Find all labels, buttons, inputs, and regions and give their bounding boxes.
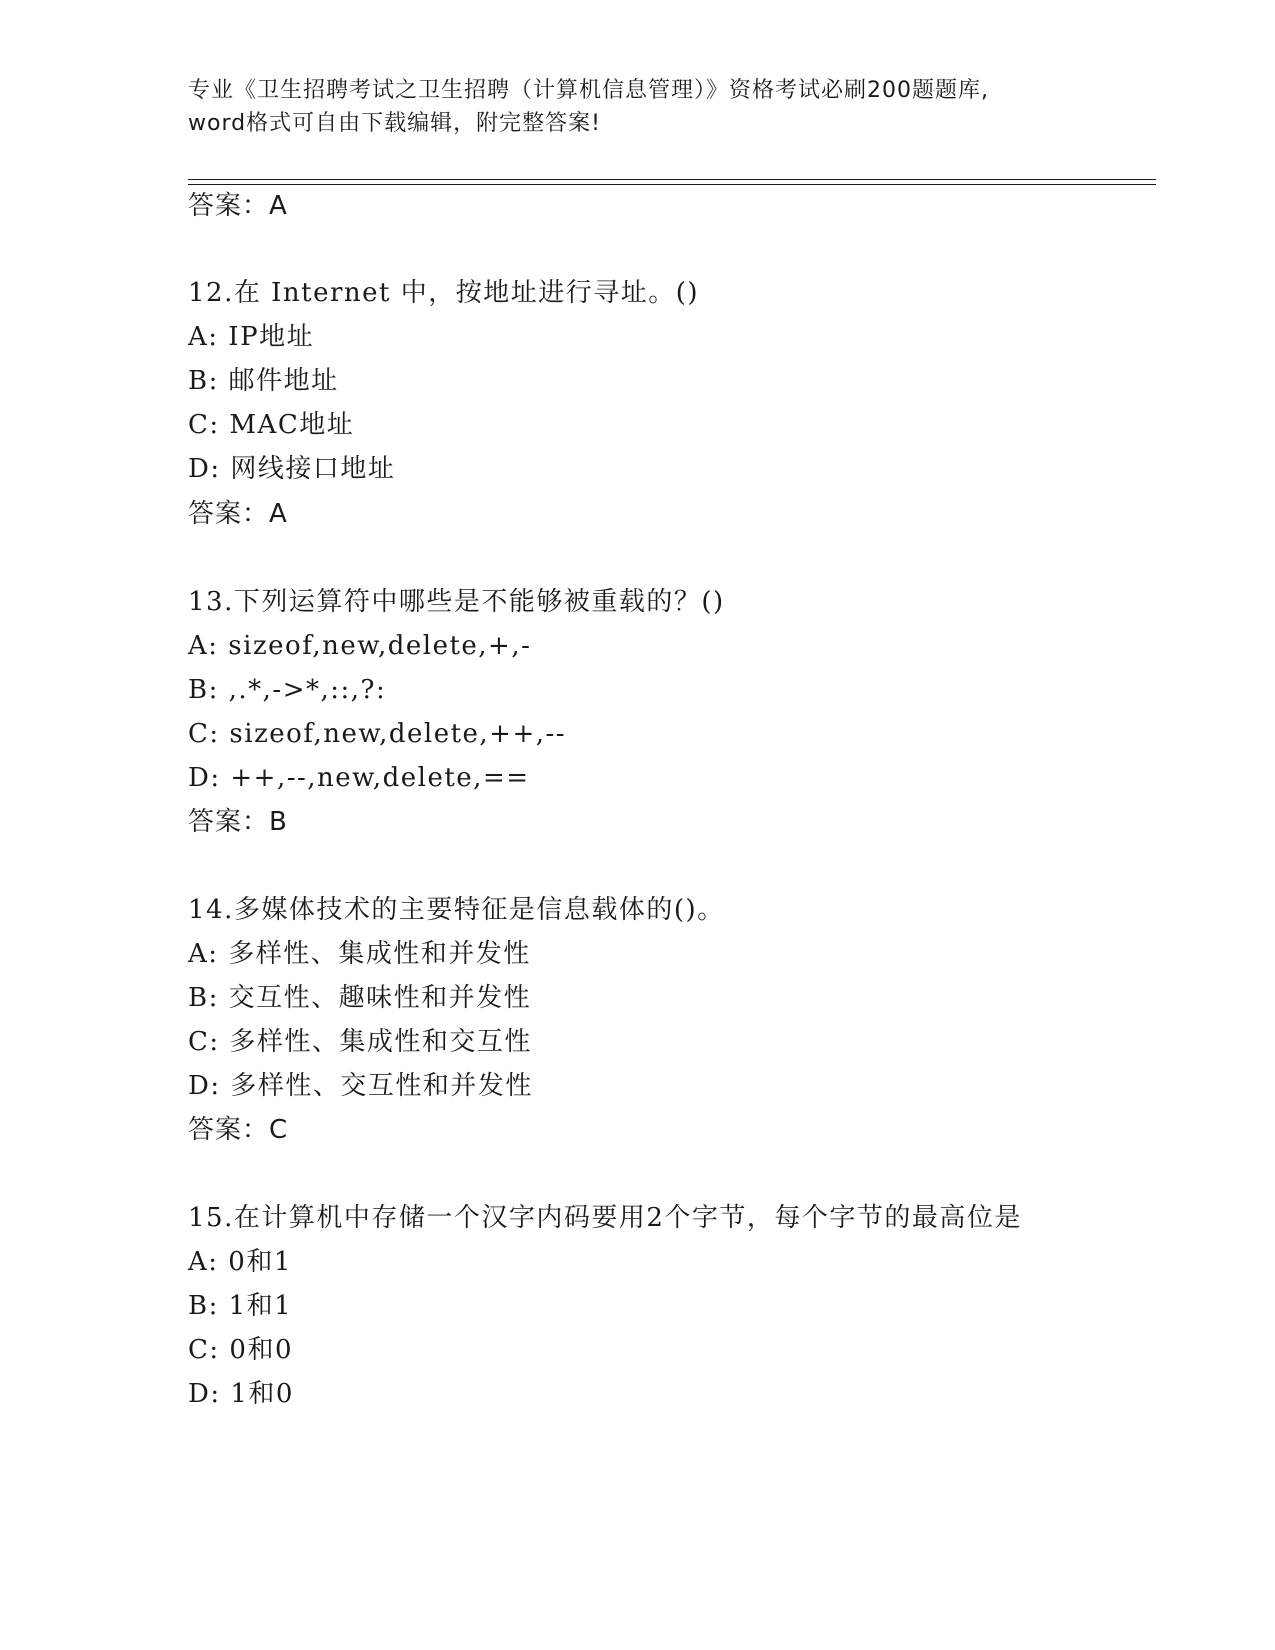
question-12-option-c: C: MAC地址	[188, 410, 355, 440]
question-14-option-a: A: 多样性、集成性和并发性	[188, 939, 531, 969]
header-divider-bottom	[188, 184, 1156, 185]
question-12-stem: 12.在 Internet 中，按地址进行寻址。()	[188, 278, 700, 308]
previous-question-answer: 答案：A	[188, 191, 288, 221]
question-14-stem: 14.多媒体技术的主要特征是信息载体的()。	[188, 895, 725, 925]
question-12-answer: 答案：A	[188, 499, 288, 529]
question-13-option-d: D: ++,--,new,delete,==	[188, 763, 530, 793]
question-15-option-c: C: 0和0	[188, 1335, 294, 1365]
question-13-stem: 13.下列运算符中哪些是不能够被重载的？()	[188, 587, 725, 617]
question-12-option-b: B: 邮件地址	[188, 366, 339, 396]
question-13-option-b: B: ,.*,->*,::,?:	[188, 675, 387, 705]
question-12-option-a: A: IP地址	[188, 322, 315, 352]
question-14-option-b: B: 交互性、趣味性和并发性	[188, 983, 532, 1013]
header-divider-top	[188, 179, 1156, 180]
question-13-option-a: A: sizeof,new,delete,+,-	[188, 631, 532, 661]
header-line-1: 专业《卫生招聘考试之卫生招聘（计算机信息管理）》资格考试必刷200题题库,	[188, 78, 989, 103]
question-13-option-c: C: sizeof,new,delete,++,--	[188, 719, 567, 749]
header-line-2: word格式可自由下载编辑，附完整答案!	[188, 111, 601, 136]
question-12-option-d: D: 网线接口地址	[188, 454, 396, 484]
question-15-option-a: A: 0和1	[188, 1247, 292, 1277]
document-header	[188, 74, 1088, 140]
question-15-option-d: D: 1和0	[188, 1379, 294, 1409]
question-14-answer: 答案：C	[188, 1115, 289, 1145]
question-13-answer: 答案：B	[188, 807, 288, 837]
question-14-option-c: C: 多样性、集成性和交互性	[188, 1027, 532, 1057]
question-15-option-b: B: 1和1	[188, 1291, 293, 1321]
question-14-option-d: D: 多样性、交互性和并发性	[188, 1071, 533, 1101]
question-15-stem: 15.在计算机中存储一个汉字内码要用2个字节，每个字节的最高位是	[188, 1203, 1022, 1233]
